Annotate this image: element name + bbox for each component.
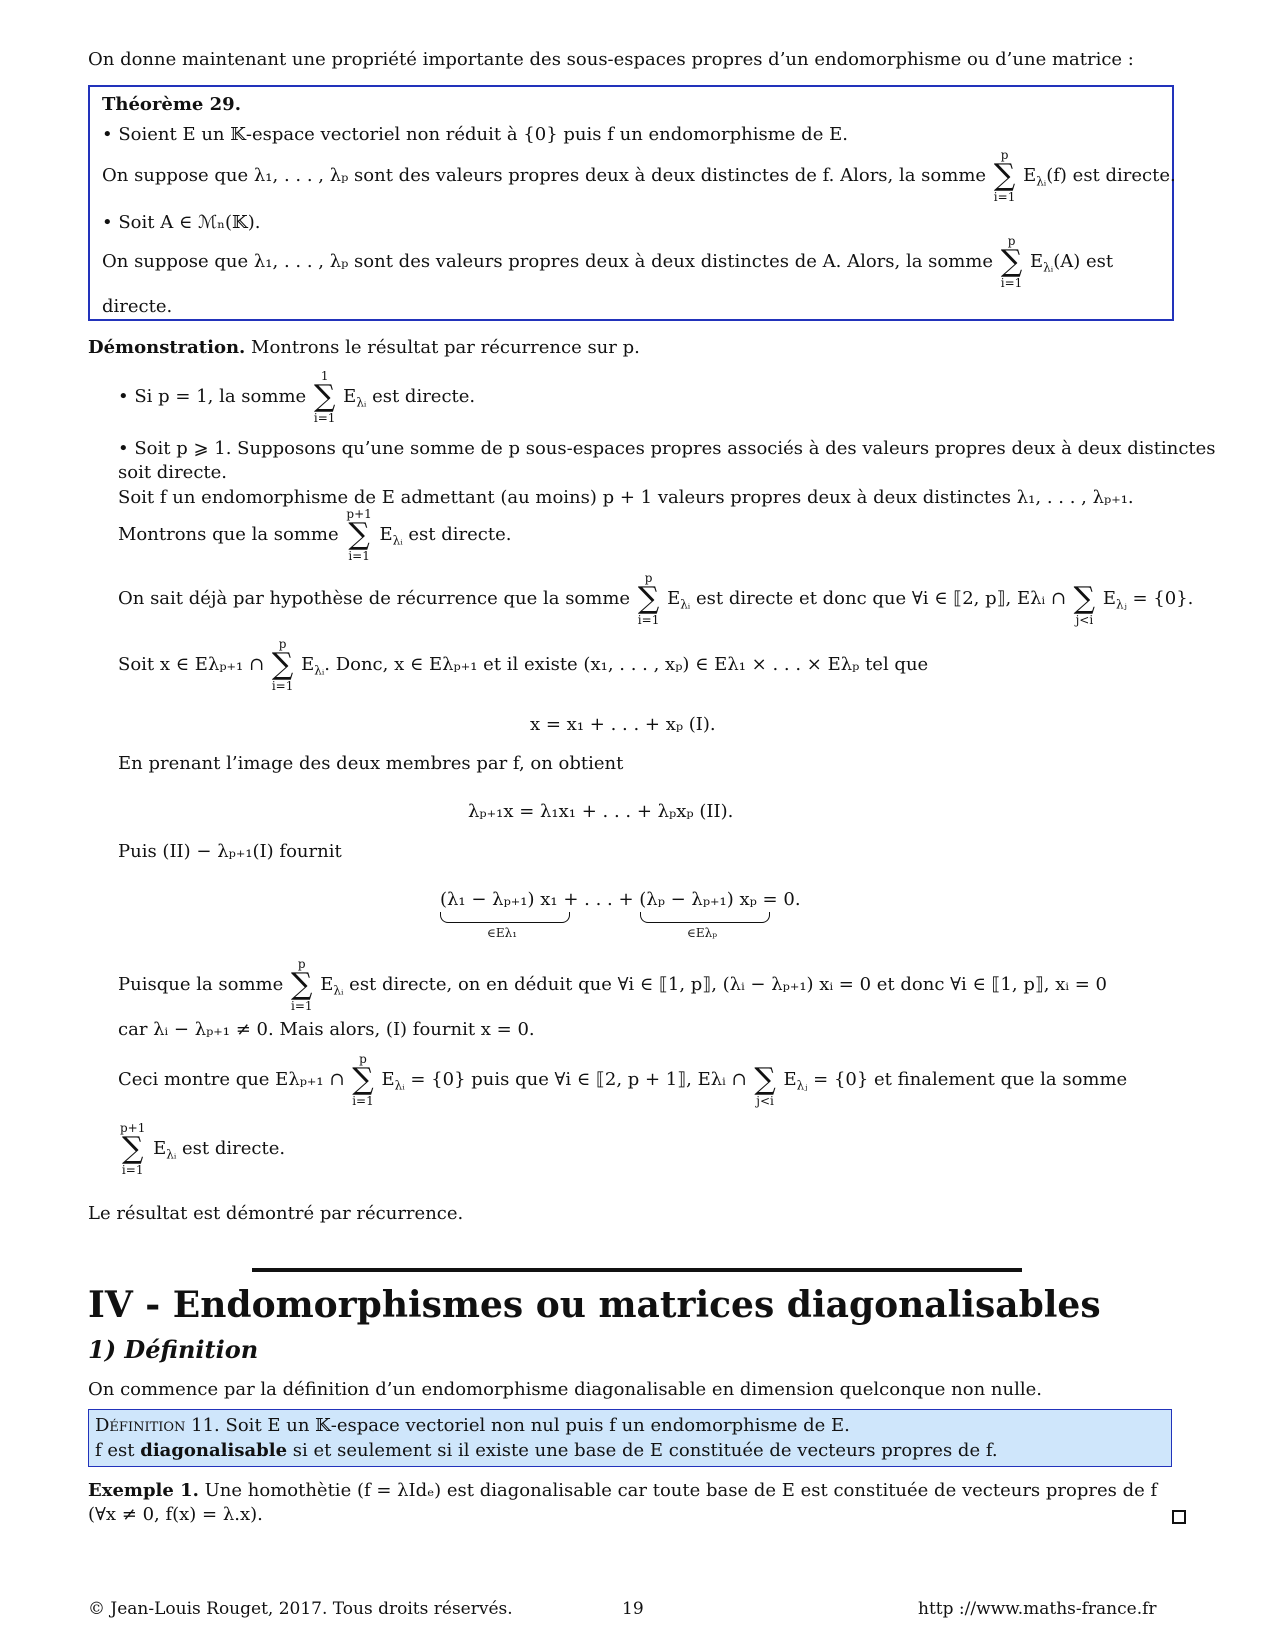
text: Montrons que la somme — [118, 524, 339, 545]
sum-upper: 1 — [320, 369, 329, 383]
sum-symbol — [1001, 235, 1023, 289]
sum-symbol — [754, 1053, 775, 1107]
sum-sign: ∑ — [348, 517, 370, 552]
subscript: λᵢ — [392, 533, 403, 548]
sum-upper: p — [297, 957, 306, 971]
text: est directe. — [408, 524, 512, 545]
subscript: λᵢ — [680, 597, 691, 612]
sum-lower: i=1 — [121, 1163, 144, 1177]
text: E — [667, 588, 681, 609]
sum-sign: ∑ — [754, 1062, 776, 1097]
qed-square-icon — [1172, 1510, 1186, 1524]
text: est directe, on en déduit que ∀i ∈ ⟦1, p⟧, (λᵢ − λₚ₊₁) xᵢ = 0 et donc ∀i ∈ ⟦1, p⟧, xᵢ = 0 — [349, 974, 1107, 995]
theorem-bullet-1: • Soient E un 𝕂-espace vectoriel non réduit à {0} puis f un endomorphisme de E. — [102, 124, 848, 145]
proof-step-2: • Soit p ⩾ 1. Supposons qu’une somme de p sous-espaces propres associés à des valeurs propres deux à deux distinctes — [118, 438, 1216, 459]
theorem-hypothesis-1 — [102, 149, 1176, 203]
text: Une homothètie (f = λIdₑ) est diagonalisable car toute base de E est constituée de vecteurs propres de f — [204, 1480, 1158, 1501]
sum-symbol — [994, 149, 1016, 203]
sum-symbol — [272, 638, 294, 692]
footer-copyright: © Jean-Louis Rouget, 2017. Tous droits réservés. — [88, 1599, 513, 1619]
subscript: λᵢ — [166, 1147, 177, 1162]
theorem-box — [88, 85, 1174, 321]
proof-label: Démonstration. — [88, 337, 246, 358]
text: est directe et donc que ∀i ∈ ⟦2, p⟧, Eλᵢ ∩ — [695, 588, 1066, 609]
sum-upper: p — [278, 637, 287, 651]
text: Montrons le résultat par récurrence sur p. — [251, 337, 640, 358]
sum-symbol — [352, 1053, 374, 1107]
sum-lower: i=1 — [313, 411, 336, 425]
subsection-title: 1) Définition — [88, 1335, 259, 1364]
sum-sign: ∑ — [1000, 244, 1023, 279]
sum-lower: i=1 — [1000, 276, 1023, 290]
text: Soit x ∈ Eλₚ₊₁ ∩ — [118, 654, 265, 675]
sum-sign: ∑ — [1073, 581, 1096, 616]
equation-I: x = x₁ + . . . + xₚ (I). — [530, 714, 716, 735]
sum-lower: j<i — [1075, 613, 1094, 627]
text: si et seulement si il existe une base de E constituée de vecteurs propres de f. — [292, 1440, 998, 1461]
subscript: λᵢ — [333, 983, 344, 998]
underbrace-1 — [440, 912, 570, 923]
sum-lower: i=1 — [637, 613, 660, 627]
text: E — [301, 654, 315, 675]
theorem-bullet-2: • Soit A ∈ ℳₙ(𝕂). — [102, 212, 261, 233]
proof-step-8: Puis (II) − λₚ₊₁(I) fournit — [118, 841, 342, 862]
proof-step-4 — [118, 508, 511, 562]
sum-upper: p — [644, 571, 653, 585]
text: E — [343, 386, 357, 407]
theorem-title: Théorème 29. — [102, 94, 241, 115]
text: E — [320, 974, 334, 995]
text: = {0}. — [1132, 588, 1194, 609]
text: E — [381, 1069, 395, 1090]
sum-lower: i=1 — [291, 999, 313, 1013]
sum-symbol — [346, 508, 371, 562]
section-intro: On commence par la définition d’un endomorphisme diagonalisable en dimension quelconque non nulle. — [88, 1379, 1042, 1400]
equation-II: λₚ₊₁x = λ₁x₁ + . . . + λₚxₚ (II). — [468, 801, 734, 822]
text: Puisque la somme — [118, 974, 284, 995]
text: = {0} et finalement que la somme — [813, 1069, 1128, 1090]
section-title: IV - Endomorphismes ou matrices diagonalisables — [88, 1284, 1101, 1326]
sum-upper: p — [359, 1052, 367, 1066]
example-label: Exemple 1. — [88, 1480, 199, 1501]
proof-step-11 — [118, 1053, 1127, 1107]
proof-heading — [88, 336, 640, 359]
example-line-1 — [88, 1479, 1157, 1502]
sum-lower: j<i — [756, 1094, 774, 1108]
sum-sign: ∑ — [352, 1062, 374, 1097]
text: Soit E un 𝕂-espace vectoriel non nul puis f un endomorphisme de E. — [225, 1415, 850, 1436]
definition-box — [88, 1409, 1172, 1467]
underbrace-2 — [640, 912, 770, 923]
text: E — [153, 1138, 167, 1159]
subscript: λⱼ — [796, 1078, 808, 1093]
underbrace-label-2: ∈Eλₚ — [687, 926, 718, 940]
text: est directe. — [182, 1138, 286, 1159]
subscript: λᵢ — [1036, 174, 1047, 189]
underbrace-label-1: ∈Eλ₁ — [487, 926, 518, 940]
text: = {0} puis que ∀i ∈ ⟦2, p + 1⟧, Eλᵢ ∩ — [410, 1069, 747, 1090]
sum-upper: p+1 — [120, 1121, 146, 1135]
text: • Si p = 1, la somme — [118, 386, 307, 407]
sum-lower: i=1 — [348, 549, 370, 563]
theorem-tail: directe. — [102, 296, 173, 317]
example-line-2: (∀x ≠ 0, f(x) = λ.x). — [88, 1504, 263, 1525]
sum-upper: p — [1007, 234, 1016, 248]
text: E — [783, 1069, 797, 1090]
theorem-hypothesis-2 — [102, 235, 1113, 289]
sum-symbol — [291, 958, 313, 1012]
proof-step-2b: soit directe. — [118, 462, 228, 483]
subscript: λᵢ — [356, 395, 367, 410]
text: E — [1102, 588, 1116, 609]
text: On suppose que λ₁, . . . , λₚ sont des valeurs propres deux à deux distinctes de f. Alors, la somme — [102, 165, 987, 186]
sum-sign: ∑ — [121, 1131, 144, 1166]
proof-step-9 — [118, 958, 1107, 1012]
definition-line-1 — [95, 1414, 850, 1437]
text: E — [1023, 165, 1037, 186]
sum-lower: i=1 — [993, 190, 1016, 204]
subscript: λⱼ — [1115, 597, 1127, 612]
definition-term: diagonalisable — [140, 1440, 288, 1461]
sum-sign: ∑ — [993, 158, 1016, 193]
proof-step-6 — [118, 638, 928, 692]
text: On sait déjà par hypothèse de récurrence que la somme — [118, 588, 631, 609]
sum-symbol — [638, 572, 660, 626]
subscript: λᵢ — [314, 663, 325, 678]
text: est directe. — [372, 386, 476, 407]
sum-symbol — [120, 1122, 145, 1176]
section-divider — [252, 1268, 1022, 1272]
sum-sign: ∑ — [313, 379, 336, 414]
proof-step-10: car λᵢ − λₚ₊₁ ≠ 0. Mais alors, (I) fournit x = 0. — [118, 1019, 535, 1040]
proof-end: Le résultat est démontré par récurrence. — [88, 1203, 464, 1224]
sum-upper: p — [1000, 148, 1009, 162]
proof-step-5 — [118, 572, 1193, 626]
text: E — [379, 524, 393, 545]
intro-text: On donne maintenant une propriété importante des sous-espaces propres d’un endomorphisme ou d’une matrice : — [88, 49, 1134, 70]
text: E — [1030, 251, 1044, 272]
sum-sign: ∑ — [291, 967, 313, 1002]
text: (f) est directe. — [1046, 165, 1176, 186]
sum-sign: ∑ — [271, 647, 294, 682]
proof-step-12 — [118, 1122, 285, 1176]
sum-symbol — [314, 370, 336, 424]
text: . Donc, x ∈ Eλₚ₊₁ et il existe (x₁, . . . , xₚ) ∈ Eλ₁ × . . . × Eλₚ tel que — [324, 654, 929, 675]
sum-lower: i=1 — [271, 679, 294, 693]
subscript: λᵢ — [394, 1078, 405, 1093]
footer-page-number: 19 — [622, 1599, 644, 1619]
definition-label: Définition 11. — [95, 1415, 220, 1436]
proof-step-7: En prenant l’image des deux membres par f, on obtient — [118, 753, 624, 774]
equation-III: (λ₁ − λₚ₊₁) x₁ + . . . + (λₚ − λₚ₊₁) xₚ = 0. — [440, 889, 801, 910]
text: f est — [95, 1440, 135, 1461]
text: Ceci montre que Eλₚ₊₁ ∩ — [118, 1069, 345, 1090]
text: On suppose que λ₁, . . . , λₚ sont des valeurs propres deux à deux distinctes de A. Alors, la somme — [102, 251, 994, 272]
text: (A) est — [1053, 251, 1114, 272]
sum-sign: ∑ — [637, 581, 660, 616]
sum-lower: i=1 — [352, 1094, 374, 1108]
sum-upper: p+1 — [346, 507, 372, 521]
proof-step-3: Soit f un endomorphisme de E admettant (au moins) p + 1 valeurs propres deux à deux distinctes λ₁, . . . , λₚ₊₁. — [118, 487, 1134, 508]
definition-line-2 — [95, 1439, 998, 1462]
subscript: λᵢ — [1043, 260, 1054, 275]
sum-symbol — [1074, 572, 1095, 626]
proof-step-1 — [118, 370, 475, 424]
footer-url[interactable]: http ://www.maths-france.fr — [918, 1599, 1157, 1619]
